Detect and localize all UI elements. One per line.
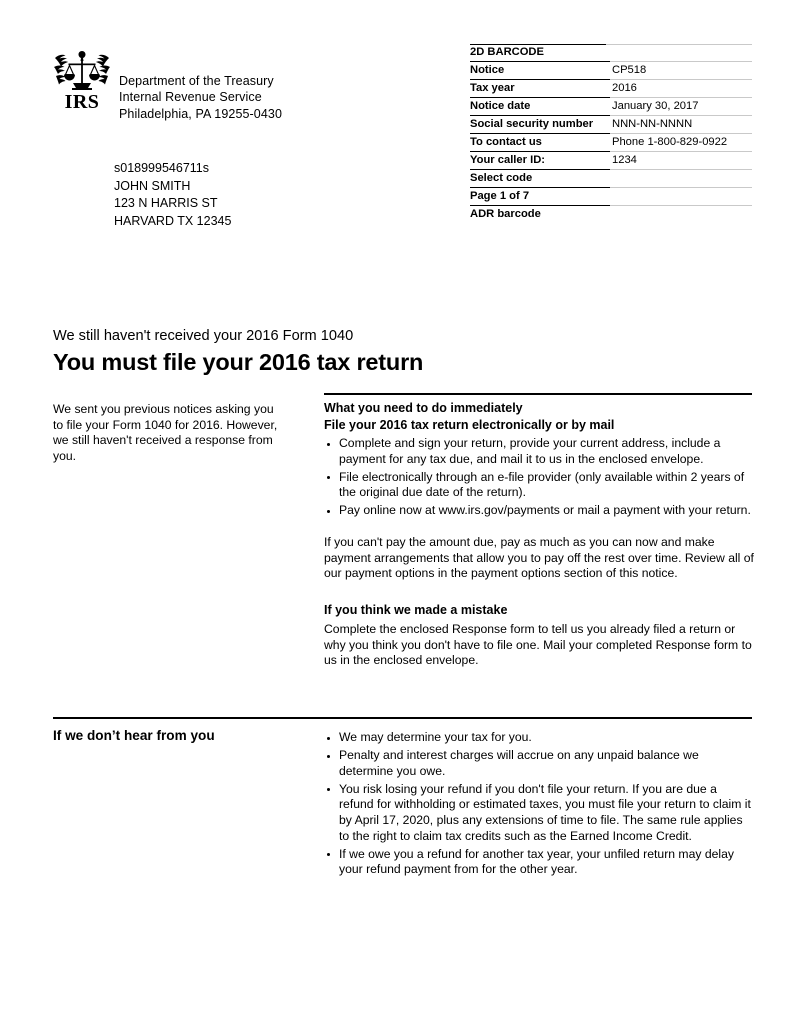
notice-row-value: Phone 1-800-829-0922: [610, 134, 752, 152]
notice-row-value: 2016: [610, 80, 752, 98]
action-section-heading: What you need to do immediately: [324, 401, 523, 415]
list-item: File electronically through an e-file provider (only available within 2 years of the original due date of the return).: [324, 470, 754, 501]
notice-row-value: NNN-NN-NNNN: [610, 116, 752, 134]
table-row: [470, 206, 752, 224]
list-item: You risk losing your refund if you don't file your return. If you are due a refund for withholding or estimated taxes, you must file your return to claim it by April 17, 2020, plus any extensions of time to file. The same rule applies to the right to claim tax credits such as the Earned Income Credit.: [324, 782, 754, 844]
recipient-address-block: [114, 160, 231, 230]
notice-row-label: Select code: [470, 170, 610, 188]
notice-row-label: 2D BARCODE: [470, 46, 544, 58]
agency-line-1: Department of the Treasury: [119, 74, 274, 88]
table-row: [470, 44, 752, 62]
mistake-paragraph: Complete the enclosed Response form to tell us you already filed a return or why you think you don't have to file one. Mail your completed Response form to us in the enclosed envelope.: [324, 622, 752, 668]
mistake-heading: If you think we made a mistake: [324, 602, 508, 617]
table-row: [470, 62, 752, 80]
agency-address: [119, 73, 282, 122]
list-item: Penalty and interest charges will accrue on any unpaid balance we determine you owe.: [324, 748, 754, 779]
table-row: [470, 134, 752, 152]
table-row: [470, 152, 752, 170]
intro-note: We sent you previous notices asking you to file your Form 1040 for 2016. However, we still haven't received a response from you.: [53, 402, 278, 463]
table-row: [470, 170, 752, 188]
consequences-section-label: If we don’t hear from you: [53, 728, 215, 743]
notice-row-value: [610, 206, 752, 224]
page-title: You must file your 2016 tax return: [53, 349, 424, 375]
notice-row-label: Social security number: [470, 116, 610, 134]
action-section-subheading: File your 2016 tax return electronically or by mail: [324, 417, 615, 432]
notice-row-label: Tax year: [470, 80, 610, 98]
recipient-city-state-zip: HARVARD TX 12345: [114, 213, 232, 228]
notice-row-value: [610, 188, 752, 206]
recipient-name: JOHN SMITH: [114, 178, 191, 193]
agency-line-3: Philadelphia, PA 19255-0430: [119, 106, 283, 121]
list-item: Pay online now at www.irs.gov/payments or mail a payment with your return.: [324, 503, 754, 519]
consequences-section: [324, 727, 754, 880]
letterhead: [53, 45, 282, 122]
recipient-control-number: s018999546711s: [114, 161, 209, 175]
notice-row-label: Notice: [470, 62, 610, 80]
list-item: Complete and sign your return, provide your current address, include a payment for any tax due, and mail it to us in the enclosed envelope.: [324, 436, 754, 467]
notice-info-table: [470, 44, 752, 223]
section-divider-action: [324, 393, 752, 395]
notice-row-label: Notice date: [470, 98, 610, 116]
action-bullet-list: [324, 436, 754, 519]
action-section: [324, 400, 754, 669]
payment-options-paragraph: If you can't pay the amount due, pay as much as you can now and make payment arrangements that allow you to pay off the rest over time. Review all of our payment options in the payment options section of this notice.: [324, 534, 754, 581]
notice-row-label: Page 1 of 7: [470, 188, 610, 206]
table-row: [470, 116, 752, 134]
table-row: [470, 188, 752, 206]
table-row: [470, 98, 752, 116]
list-item: We may determine your tax for you.: [324, 730, 754, 746]
table-row: [470, 80, 752, 98]
notice-row-value: [610, 170, 752, 188]
notice-subject-line: We still haven't received your 2016 Form 1040: [53, 328, 354, 344]
notice-row-value: CP518: [610, 62, 752, 80]
svg-text:IRS: IRS: [64, 91, 100, 111]
notice-row-label: Your caller ID:: [470, 152, 610, 170]
consequences-bullet-list: [324, 730, 754, 878]
recipient-street: 123 N HARRIS ST: [114, 196, 218, 211]
agency-line-2: Internal Revenue Service: [119, 90, 262, 105]
section-divider-consequences: [53, 717, 752, 719]
irs-eagle-scales-logo: [53, 47, 111, 111]
notice-row-value: 1234: [610, 152, 752, 170]
notice-row-value: January 30, 2017: [610, 98, 752, 116]
notice-row-value: [610, 44, 752, 62]
notice-row-label: To contact us: [470, 134, 610, 152]
list-item: If we owe you a refund for another tax year, your unfiled return may delay your refund payment from for the other year.: [324, 847, 754, 878]
notice-row-label: ADR barcode: [470, 206, 610, 224]
